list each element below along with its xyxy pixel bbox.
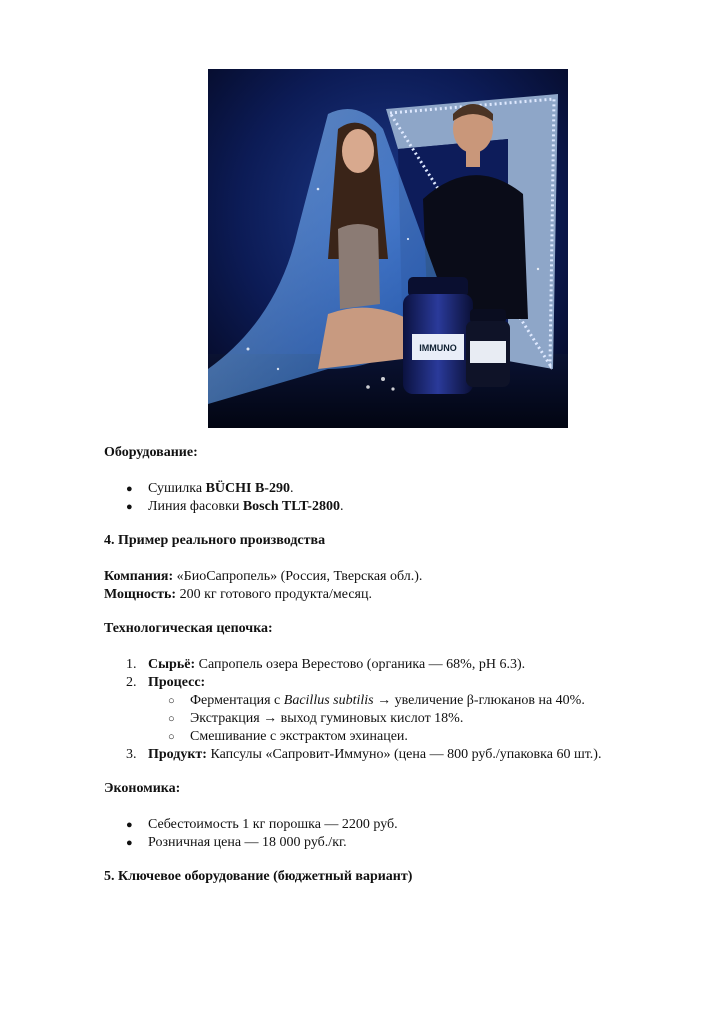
section4-heading: 4. Пример реального производства — [104, 533, 326, 548]
list-item: 3. Продукт: Капсулы «Сапровит-Иммуно» (цена — 800 руб./упаковка 60 шт.). — [126, 747, 602, 762]
tech-chain-heading: Технологическая цепочка: — [104, 621, 273, 636]
equipment-heading: Оборудование: — [104, 445, 198, 460]
document-body — [104, 444, 664, 886]
process-list — [104, 692, 664, 746]
list-item: ● Сушилка BÜCHI B-290. — [126, 481, 294, 496]
capacity-line: Мощность: 200 кг готового продукта/месяц. — [104, 587, 372, 602]
company-line: Компания: «БиоСапропель» (Россия, Тверская обл.). — [104, 569, 423, 584]
economics-heading: Экономика: — [104, 781, 181, 796]
list-item: ● Розничная цена — 18 000 руб./кг. — [126, 835, 347, 850]
svg-text:IMMUNO: IMMUNO — [419, 343, 457, 353]
list-item: ● Себестоимость 1 кг порошка — 2200 руб. — [126, 817, 398, 832]
list-item: ○ Экстракция → выход гуминовых кислот 18%. — [168, 711, 464, 726]
list-item: 1. Сырьё: Сапропель озера Верестово (органика — 68%, pH 6.3). — [126, 657, 526, 672]
supplement-jar — [403, 277, 473, 394]
tech-chain-list-cont — [104, 746, 664, 764]
product-photo — [208, 69, 568, 428]
economics-list — [104, 816, 664, 852]
equipment-list — [104, 480, 664, 516]
list-item: ○ Смешивание с экстрактом эхинацеи. — [168, 729, 408, 744]
supplement-bottle — [466, 309, 510, 387]
tech-chain-list — [104, 656, 664, 692]
list-item: 2. Процесс: — [126, 675, 206, 690]
list-item: ○ Ферментация с Bacillus subtilis → увеличение β-глюканов на 40%. — [168, 693, 585, 708]
section5-heading: 5. Ключевое оборудование (бюджетный вариант) — [104, 869, 413, 884]
list-item: ● Линия фасовки Bosch TLT-2800. — [126, 499, 344, 514]
